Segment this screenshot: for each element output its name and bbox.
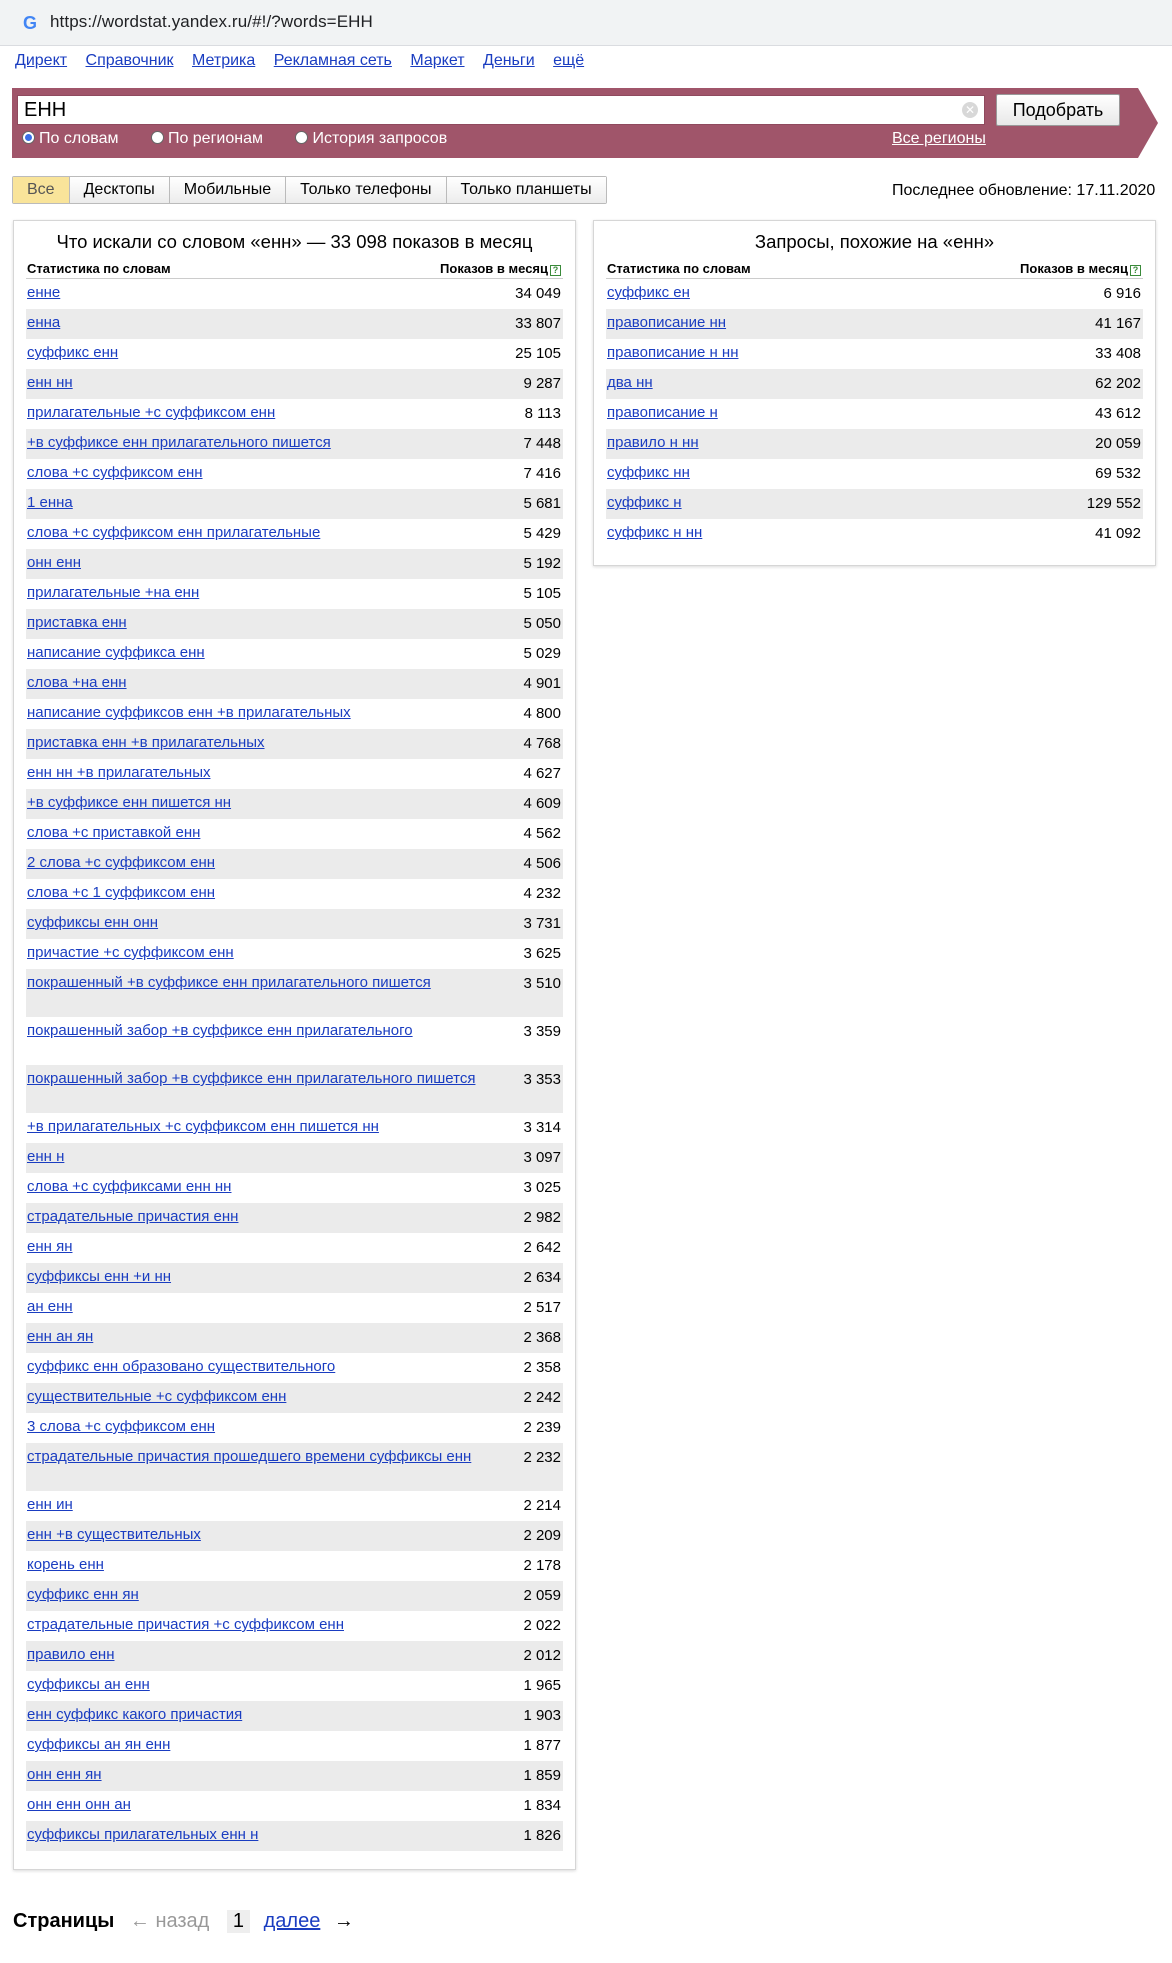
table-row	[26, 369, 563, 399]
keyword-link[interactable]: слова +с 1 суффиксом енн	[27, 884, 216, 901]
table-row	[606, 459, 1143, 489]
keyword-link[interactable]: страдательные причастия енн	[27, 1208, 239, 1225]
radio-dot-icon	[22, 131, 35, 144]
table-row	[26, 669, 563, 699]
keyword-link[interactable]: причастие +с суффиксом енн	[27, 944, 234, 961]
keyword-link[interactable]: слова +на енн	[27, 674, 127, 691]
shows-count: 3 359	[523, 1023, 561, 1040]
pager	[13, 1910, 354, 1933]
arrow-right-icon: →	[333, 1910, 354, 1932]
table-row	[26, 1821, 563, 1851]
table-row	[26, 939, 563, 969]
table-row	[26, 1731, 563, 1761]
keyword-link[interactable]: енн +в существительных	[27, 1526, 201, 1543]
table-row	[26, 279, 563, 309]
shows-count: 1 859	[523, 1767, 561, 1784]
table-row	[26, 1263, 563, 1293]
right-results-panel	[593, 220, 1156, 566]
keyword-link[interactable]: енна	[27, 314, 61, 331]
keyword-link[interactable]: суффиксы ан енн	[27, 1676, 150, 1693]
table-row	[26, 699, 563, 729]
keyword-link[interactable]: 2 слова +с суффиксом енн	[27, 854, 216, 871]
keyword-link[interactable]: написание суффикса енн	[27, 644, 205, 661]
table-row	[26, 759, 563, 789]
shows-count: 1 877	[523, 1737, 561, 1754]
shows-count: 41 092	[1095, 525, 1141, 542]
pager-current: 1	[227, 1910, 250, 1933]
table-row	[26, 1491, 563, 1521]
table-row	[26, 1443, 563, 1491]
shows-count: 20 059	[1095, 435, 1141, 452]
keyword-link[interactable]: покрашенный забор +в суффиксе енн прилагательного	[27, 1022, 413, 1039]
shows-count: 4 562	[523, 825, 561, 842]
nav-link-reference[interactable]: Справочник	[85, 52, 174, 69]
table-row	[26, 459, 563, 489]
table-row	[26, 879, 563, 909]
table-row	[606, 519, 1143, 549]
shows-count: 3 025	[523, 1179, 561, 1196]
table-row	[606, 339, 1143, 369]
shows-count: 1 965	[523, 1677, 561, 1694]
nav-link-direct[interactable]: Директ	[15, 52, 68, 69]
shows-count: 4 768	[523, 735, 561, 752]
shows-count: 4 609	[523, 795, 561, 812]
col-shows-header: Показов в месяц ?	[440, 261, 561, 276]
keyword-link[interactable]: слова +с суффиксами енн нн	[27, 1178, 232, 1195]
shows-count: 3 510	[523, 975, 561, 992]
keyword-link[interactable]: суффиксы прилагательных енн н	[27, 1826, 259, 1843]
shows-count: 62 202	[1095, 375, 1141, 392]
keyword-link[interactable]: +в прилагательных +с суффиксом енн пишется нн	[27, 1118, 379, 1135]
right-panel-title: Запросы, похожие на «енн»	[754, 231, 995, 252]
all-regions-link[interactable]: Все регионы	[892, 130, 986, 147]
keyword-link[interactable]: правило н нн	[607, 434, 699, 451]
help-icon[interactable]: ?	[1130, 265, 1141, 276]
shows-count: 2 634	[523, 1269, 561, 1286]
shows-count: 7 416	[523, 465, 561, 482]
keyword-link[interactable]: +в суффиксе енн пишется нн	[27, 794, 232, 811]
shows-count: 2 517	[523, 1299, 561, 1316]
keyword-link[interactable]: приставка енн +в прилагательных	[27, 734, 265, 751]
shows-count: 5 681	[523, 495, 561, 512]
keyword-link[interactable]: правило енн	[27, 1646, 115, 1663]
keyword-link[interactable]: онн енн онн ан	[27, 1796, 131, 1813]
keyword-link[interactable]: прилагательные +на енн	[27, 584, 200, 601]
table-row	[26, 1611, 563, 1641]
table-row	[26, 1791, 563, 1821]
table-row	[26, 1173, 563, 1203]
shows-count: 41 167	[1095, 315, 1141, 332]
shows-count: 4 800	[523, 705, 561, 722]
keyword-link[interactable]: правописание н	[607, 404, 718, 421]
table-row	[606, 309, 1143, 339]
keyword-link[interactable]: онн енн ян	[27, 1766, 102, 1783]
shows-count: 33 807	[515, 315, 561, 332]
keyword-link[interactable]: прилагательные +с суффиксом енн	[27, 404, 276, 421]
keyword-link[interactable]: 3 слова +с суффиксом енн	[27, 1418, 216, 1435]
pager-label: Страницы	[13, 1910, 115, 1932]
tab-phones-only[interactable]: Только телефоны	[286, 177, 446, 203]
shows-count: 2 178	[523, 1557, 561, 1574]
table-row	[606, 279, 1143, 309]
shows-count: 4 627	[523, 765, 561, 782]
keyword-link[interactable]: корень енн	[27, 1556, 104, 1573]
nav-link-metrika[interactable]: Метрика	[191, 52, 256, 69]
search-input[interactable]: ЕНН	[17, 95, 985, 125]
search-band	[12, 88, 1138, 158]
keyword-link[interactable]: суффикс енн ян	[27, 1586, 139, 1603]
table-row	[26, 729, 563, 759]
keyword-link[interactable]: правописание н нн	[607, 344, 739, 361]
keyword-link[interactable]: написание суффиксов енн +в прилагательных	[27, 704, 351, 721]
shows-count: 1 834	[523, 1797, 561, 1814]
table-row	[26, 1353, 563, 1383]
table-row	[26, 1113, 563, 1143]
shows-count: 2 982	[523, 1209, 561, 1226]
shows-count: 2 022	[523, 1617, 561, 1634]
table-row	[26, 969, 563, 1017]
keyword-link[interactable]: приставка енн	[27, 614, 127, 631]
table-row	[26, 519, 563, 549]
help-icon[interactable]: ?	[550, 265, 561, 276]
shows-count: 25 105	[515, 345, 561, 362]
shows-count: 2 214	[523, 1497, 561, 1514]
keyword-link[interactable]: существительные +с суффиксом енн	[27, 1388, 287, 1405]
table-row	[26, 1065, 563, 1113]
keyword-link[interactable]: покрашенный +в суффиксе енн прилагательного пишется	[27, 974, 431, 991]
col-stats-label: Статистика по словам	[607, 261, 751, 276]
shows-count: 3 353	[523, 1071, 561, 1088]
keyword-link[interactable]: енн ян	[27, 1238, 73, 1255]
table-row	[26, 1551, 563, 1581]
table-row	[26, 579, 563, 609]
table-row	[26, 1671, 563, 1701]
keyword-link[interactable]: +в суффиксе енн прилагательного пишется	[27, 434, 331, 451]
left-rows	[26, 279, 563, 1851]
table-row	[26, 1701, 563, 1731]
nav-link-money[interactable]: Деньги	[482, 52, 535, 69]
pager-next[interactable]: далее	[263, 1910, 321, 1932]
shows-count: 1 826	[523, 1827, 561, 1844]
tab-tablets-only[interactable]: Только планшеты	[447, 177, 606, 203]
shows-count: 34 049	[515, 285, 561, 302]
keyword-link[interactable]: слова +с приставкой енн	[27, 824, 201, 841]
table-row	[26, 549, 563, 579]
nav-link-ad-network[interactable]: Рекламная сеть	[273, 52, 392, 69]
table-row	[26, 1143, 563, 1173]
right-rows	[606, 279, 1143, 549]
keyword-link[interactable]: два нн	[607, 374, 653, 391]
shows-count: 2 242	[523, 1389, 561, 1406]
keyword-link[interactable]: ан енн	[27, 1298, 73, 1315]
radio-by-words[interactable]: По словам	[22, 130, 118, 148]
nav-link-market[interactable]: Маркет	[410, 52, 465, 69]
tab-all[interactable]: Все	[13, 177, 70, 203]
keyword-link[interactable]: слова +с суффиксом енн	[27, 464, 203, 481]
table-row	[26, 309, 563, 339]
shows-count: 5 105	[523, 585, 561, 602]
keyword-link[interactable]: 1 енна	[27, 494, 73, 511]
shows-count: 3 314	[523, 1119, 561, 1136]
keyword-link[interactable]: енн н	[27, 1148, 65, 1165]
table-row	[26, 1641, 563, 1671]
keyword-link[interactable]: суффиксы енн онн	[27, 914, 159, 931]
table-row	[26, 1233, 563, 1263]
left-panel-title: Что искали со словом «енн» — 33 098 показов в месяц	[56, 231, 533, 252]
table-row	[606, 429, 1143, 459]
shows-count: 6 916	[1103, 285, 1141, 302]
radio-dot-icon	[295, 131, 308, 144]
keyword-link[interactable]: суффикс н нн	[607, 524, 703, 541]
shows-count: 3 731	[523, 915, 561, 932]
radio-by-regions[interactable]: По регионам	[151, 130, 263, 148]
shows-count: 8 113	[524, 405, 561, 422]
keyword-link[interactable]: суффиксы ан ян енн	[27, 1736, 171, 1753]
table-row	[26, 1521, 563, 1551]
shows-count: 3 097	[523, 1149, 561, 1166]
keyword-link[interactable]: енн нн	[27, 374, 73, 391]
shows-count: 2 642	[523, 1239, 561, 1256]
shows-count: 2 358	[523, 1359, 561, 1376]
shows-count: 4 506	[523, 855, 561, 872]
shows-count: 2 059	[523, 1587, 561, 1604]
table-row	[26, 339, 563, 369]
table-row	[26, 489, 563, 519]
clear-icon[interactable]: ✕	[962, 102, 978, 118]
table-row	[606, 369, 1143, 399]
tab-desktops[interactable]: Десктопы	[70, 177, 170, 203]
shows-count: 7 448	[523, 435, 561, 452]
table-row	[26, 1203, 563, 1233]
shows-count: 5 429	[523, 525, 561, 542]
last-update: Последнее обновление: 17.11.2020	[892, 182, 1156, 199]
pager-prev: ← назад	[129, 1910, 210, 1932]
url-text[interactable]: https://wordstat.yandex.ru/#!/?words=ЕНН	[50, 12, 373, 31]
keyword-link[interactable]: покрашенный забор +в суффиксе енн прилагательного пишется	[27, 1070, 476, 1087]
keyword-link[interactable]: суффикс енн образовано существительного	[27, 1358, 336, 1375]
shows-count: 69 532	[1095, 465, 1141, 482]
shows-count: 5 050	[523, 615, 561, 632]
keyword-link[interactable]: суффикс н	[607, 494, 682, 511]
left-results-panel	[13, 220, 576, 1870]
table-row	[26, 789, 563, 819]
shows-count: 4 901	[523, 675, 561, 692]
shows-count: 4 232	[523, 885, 561, 902]
keyword-link[interactable]: енн ин	[27, 1496, 73, 1513]
shows-count: 43 612	[1095, 405, 1141, 422]
browser-address-bar	[0, 0, 1172, 46]
table-row	[606, 399, 1143, 429]
table-row	[26, 1293, 563, 1323]
table-row	[606, 489, 1143, 519]
search-mode-radios	[22, 130, 475, 148]
shows-count: 129 552	[1086, 495, 1141, 512]
google-icon: G	[22, 13, 37, 33]
table-row	[26, 639, 563, 669]
col-stats-label: Статистика по словам	[27, 261, 171, 276]
keyword-link[interactable]: правописание нн	[607, 314, 727, 331]
shows-count: 3 625	[523, 945, 561, 962]
pick-button[interactable]: Подобрать	[996, 94, 1120, 126]
keyword-link[interactable]: енн суффикс какого причастия	[27, 1706, 243, 1723]
table-row	[26, 1413, 563, 1443]
shows-count: 33 408	[1095, 345, 1141, 362]
device-tabs	[12, 176, 607, 204]
shows-count: 2 012	[523, 1647, 561, 1664]
left-column-header	[26, 257, 563, 279]
table-row	[26, 909, 563, 939]
top-nav	[15, 52, 598, 74]
table-row	[26, 1383, 563, 1413]
keyword-link[interactable]: енне	[27, 284, 61, 301]
table-row	[26, 819, 563, 849]
nav-link-more[interactable]: ещё	[553, 52, 585, 69]
radio-dot-icon	[151, 131, 164, 144]
keyword-link[interactable]: страдательные причастия +с суффиксом енн	[27, 1616, 344, 1633]
keyword-link[interactable]: суффикс ен	[607, 284, 690, 301]
table-row	[26, 849, 563, 879]
col-shows-header: Показов в месяц ?	[1020, 261, 1141, 276]
table-row	[26, 609, 563, 639]
table-row	[26, 1017, 563, 1065]
keyword-link[interactable]: суффикс енн	[27, 344, 119, 361]
keyword-link[interactable]: онн енн	[27, 554, 81, 571]
shows-count: 2 209	[523, 1527, 561, 1544]
shows-count: 2 368	[523, 1329, 561, 1346]
table-row	[26, 1761, 563, 1791]
table-row	[26, 1323, 563, 1353]
keyword-link[interactable]: енн нн +в прилагательных	[27, 764, 211, 781]
keyword-link[interactable]: суффиксы енн +и нн	[27, 1268, 172, 1285]
radio-history[interactable]: История запросов	[295, 130, 447, 148]
shows-count: 9 287	[523, 375, 561, 392]
tab-mobile[interactable]: Мобильные	[170, 177, 286, 203]
shows-count: 2 232	[523, 1449, 561, 1466]
shows-count: 5 192	[523, 555, 561, 572]
right-column-header	[606, 257, 1143, 279]
table-row	[26, 1581, 563, 1611]
table-row	[26, 429, 563, 459]
table-row	[26, 399, 563, 429]
keyword-link[interactable]: страдательные причастия прошедшего времени суффиксы енн	[27, 1448, 472, 1465]
keyword-link[interactable]: енн ан ян	[27, 1328, 94, 1345]
shows-count: 2 239	[523, 1419, 561, 1436]
keyword-link[interactable]: суффикс нн	[607, 464, 690, 481]
shows-count: 1 903	[523, 1707, 561, 1724]
shows-count: 5 029	[523, 645, 561, 662]
keyword-link[interactable]: слова +с суффиксом енн прилагательные	[27, 524, 321, 541]
